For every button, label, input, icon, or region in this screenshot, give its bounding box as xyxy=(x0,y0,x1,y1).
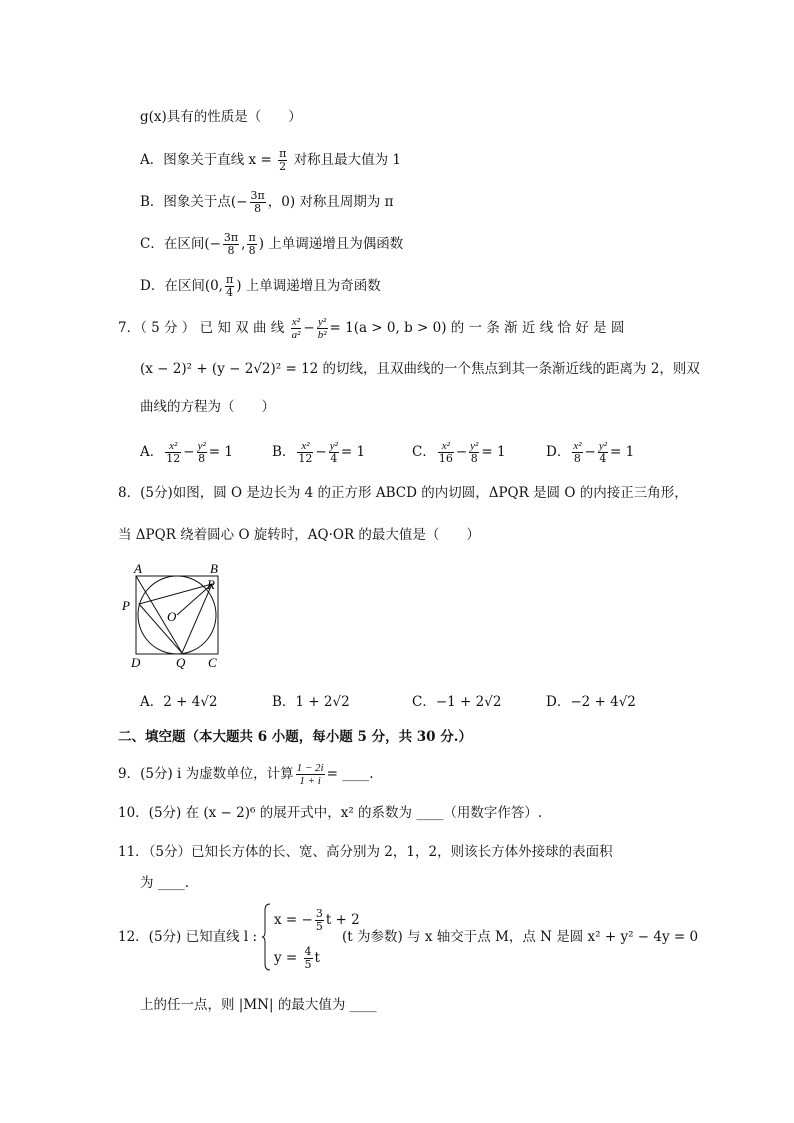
label-o: O xyxy=(167,609,177,624)
q7-line2: (x − 2)² + (y − 2√2)² = 12 的切线，且双曲线的一个焦点到其一条渐近线的距离为 2，则双 xyxy=(140,361,700,377)
label-q: Q xyxy=(176,655,186,670)
q6-option-c: C．在区间(− $\frac{3\pi}{8}$ , $\frac{\pi}{8}$ ) 上单调递增且为偶函数 xyxy=(140,231,404,257)
q10: 10．(5分) 在 (x − 2)⁶ 的展开式中，x² 的系数为 ____（用数字作答）. xyxy=(118,805,543,821)
q6-stem: g(x)具有的性质是（ ） xyxy=(140,109,302,125)
section-heading: 二、填空题（本大题共 6 小题，每小题 5 分，共 30 分.） xyxy=(118,729,472,745)
label-r: R xyxy=(207,577,215,592)
q12-mid: (t 为参数) 与 x 轴交于点 M，点 N 是圆 x² + y² − 4y = 0 xyxy=(342,929,699,945)
q7-option-c: C． $\frac{\text{x²}}{16}$ − $\frac{\text{y²}}{8}$ = 1 xyxy=(412,440,506,465)
q8-option-b: B．1 + 2√2 xyxy=(272,694,350,710)
q6-option-d: D．在区间(0, $\frac{\pi}{4}$ ) 上单调递增且为奇函数 xyxy=(140,273,381,299)
q8-figure xyxy=(118,560,238,670)
q8-line1: 8．(5分)如图，圆 O 是边长为 4 的正方形 ABCD 的内切圆，ΔPQR 是圆 O 的内接正三角形， xyxy=(118,485,688,501)
label-p: P xyxy=(122,598,130,613)
q7-line1: 7．（ 5 分 ） 已 知 双 曲 线 $\frac{\text{x²}}{\text{a²}}$ − $\frac{\text{y²}}{\text{b²}}$ = 1(a > 0, b > 0) 的 一 条 渐 近 线 恰 好 是 圆 xyxy=(118,316,625,341)
q12-eq1: x = − $\frac{3}{5}$ t + 2 xyxy=(274,907,360,933)
label-d: D xyxy=(131,655,141,670)
q7-option-a: A． $\frac{\text{x²}}{12}$ − $\frac{\text{y²}}{8}$ = 1 xyxy=(140,440,233,465)
q7-option-d: D． $\frac{\text{x²}}{8}$ − $\frac{\text{y²}}{4}$ = 1 xyxy=(546,440,635,465)
brace-icon xyxy=(262,902,272,972)
q8-option-c: C．−1 + 2√2 xyxy=(412,694,502,710)
label-c: C xyxy=(208,655,217,670)
q8-line2: 当 ΔPQR 绕着圆心 O 旋转时，AQ·OR 的最大值是（ ） xyxy=(118,527,480,543)
q8-option-a: A．2 + 4√2 xyxy=(140,694,218,710)
q11-line2: 为 ____. xyxy=(140,875,190,891)
q6-option-b: B．图象关于点(− $\frac{3\pi}{8}$ ，0) 对称且周期为 π xyxy=(140,189,394,215)
q7-option-b: B． $\frac{\text{x²}}{12}$ − $\frac{\text{y²}}{4}$ = 1 xyxy=(272,440,366,465)
label-b: B xyxy=(210,561,218,576)
q12-line2: 上的任一点，则 |MN| 的最大值为 ____ xyxy=(140,997,377,1013)
q7-line3: 曲线的方程为（ ） xyxy=(140,399,275,415)
q8-option-d: D．−2 + 4√2 xyxy=(546,694,636,710)
q11-line1: 11．（5分）已知长方体的长、宽、高分别为 2，1，2，则该长方体外接球的表面积 xyxy=(118,844,613,860)
label-a: A xyxy=(134,561,142,576)
q6-option-a: A．图象关于直线 x = $\frac{\pi}{2}$ 对称且最大值为 1 xyxy=(140,147,401,173)
q9: 9．(5分) i 为虚数单位，计算 $\frac{1 - 2i}{1 + i}$ = ____. xyxy=(118,762,374,787)
q12-eq2: y = $\frac{4}{5}$ t xyxy=(274,945,320,971)
q12-line1: 12．(5分) 已知直线 l : xyxy=(118,929,258,945)
